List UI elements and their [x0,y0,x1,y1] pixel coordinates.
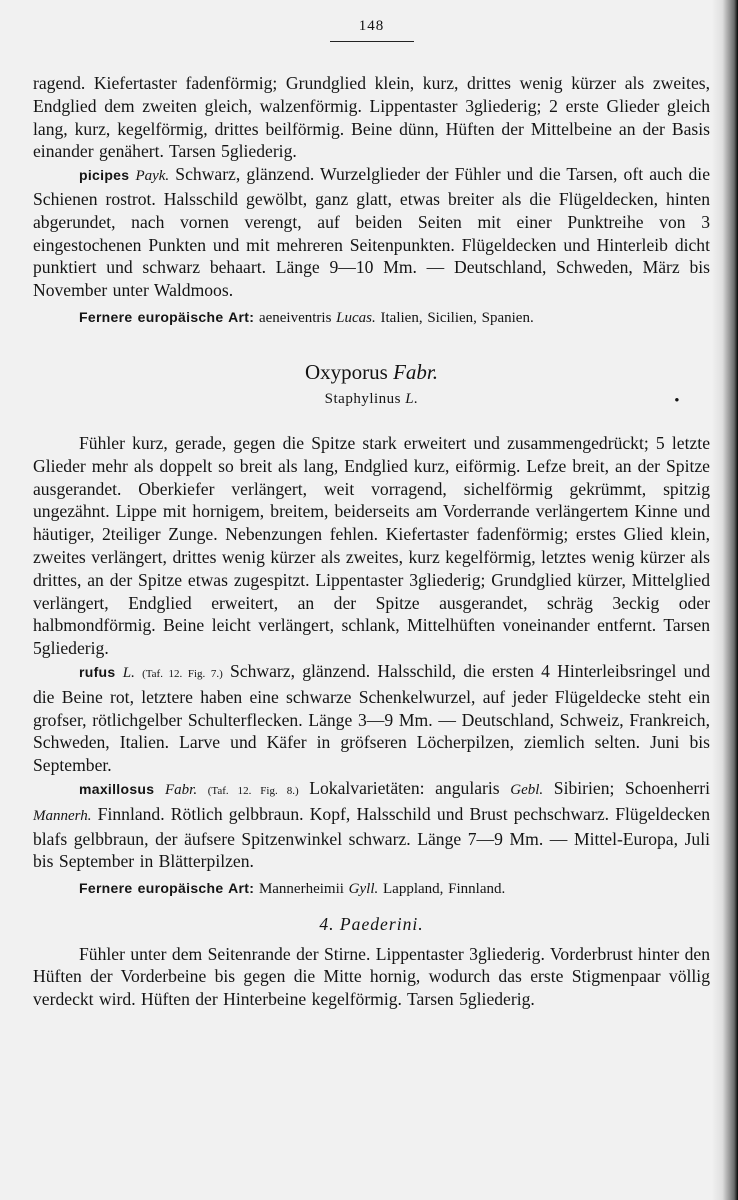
plate-reference: (Taf. 12. Fig. 7.) [142,667,223,680]
species-description-part: Lokalvarietäten: angularis [309,777,500,798]
species-name: maxillosus [79,780,155,797]
page-number-rule [330,41,414,42]
margin-dot: • [674,392,680,409]
genus-description: Fühler kurz, gerade, gegen die Spitze stark erweitert und zusammengedrückt; 5 letzte Glieder mehr als doppelt so breit als lang, Endglied kurz, eiförmig. Lefze breit, an der Spitze ausgerandet. Oberkiefer verlängert, weit vorragend, sichelförmig gekrümmt, spitzig ungezähnt. Lippe mit hornigem, breitem, beiderseits am Vorderrande verlängertem Kinne und häutiger, 2teiliger Zunge. Nebenzungen fehlen. Kiefertaster fadenförmig; erstes Glied klein, zweites verlängert, drittes wenig kürzer als zweites, kurz kegelförmig, letztes wenig kürzer als drittes, an der Spitze etwas zugespitzt. Lippentaster 3gliederig; Grundglied kürzer, Mittelglied verlängert, Endglied erweitert, an der Spitze ausgerandet, schräg 3eckig oder halbmondförmig. Beine leicht verlängert, schlank, Mittelhüften voneinander entfernt. Tarsen 5gliederig. [33,432,710,659]
variety-author: Gebl. [510,781,544,798]
species-entry-picipes [33,163,710,302]
species-description-part: Finnland. Rötlich gelbbraun. Kopf, Halsschild und Brust pechschwarz. Flügeldecken blafs gelbbraun, der äufsere Spitzenwinkel schwarz. Länge 7—9 Mm. — Mittel-Europa, Juli bis September in Blätterpilzen. [33,803,710,872]
further-species-range: Lappland, Finnland. [383,881,506,898]
further-species-name: Mannerheimii [258,881,344,898]
further-species-author: Lucas. [336,309,376,326]
species-description: Schwarz, glänzend. Halsschild, die ersten 4 Hinterleibsringel und die Beine rot, letztere haben eine schwarze Schenkelwurzel, auf jeder Flügeldecke steht ein grofser, rötlichgelber Schulterflecken. Länge 3—9 Mm. — Deutschland, Schweiz, Frankreich, Schweden, Italien. Larve und Käfer in gröfseren Löcherpilzen, ziemlich selten. Juni bis September. [33,660,711,776]
synonym-name: Staphylinus [324,390,401,407]
genus-heading [33,359,710,385]
variety-author: Mannerh. [33,807,92,824]
further-species-label: Fernere europäische Art: [79,308,255,325]
species-description: Schwarz, glänzend. Wurzelglieder der Fühler und die Tarsen, oft auch die Schienen rostrot. Halsschild gewölbt, ganz glatt, etwas breiter als die Flügeldecken, hinten abgerundet, nach vornen verengt, auf beiden Seiten mit einer Punktreihe von 3 eingestochenen Punkten und mit mehreren Seitenpunkten. Flügeldecken und Hinterleib dicht punktiert und schwarz behaart. Länge 9—10 Mm. — Deutschland, Schweden, März bis November unter Waldmoos. [33,164,711,301]
further-species-note [33,306,710,329]
further-species-author: Gyll. [348,881,379,898]
tribe-heading: 4. Paederini. [319,914,424,935]
genus-name: Oxyporus [304,359,388,384]
further-species-name: aeneiventris [258,309,332,326]
synonym-author: L. [405,390,419,407]
genus-synonym [33,391,710,408]
page-edge-shadow [712,0,738,1200]
species-name: rufus [79,663,116,680]
further-species-note [33,877,710,900]
species-author: Fabr. [165,781,198,798]
species-author: L. [122,664,135,681]
page-number: 148 [358,18,385,34]
species-description-part: Sibirien; Schoenherri [553,777,711,798]
species-entry-rufus [33,660,710,777]
genus-author: Fabr. [393,359,439,384]
further-species-label: Fernere europäische Art: [79,880,255,897]
plate-reference: (Taf. 12. Fig. 8.) [207,784,299,797]
tribe-description: Fühler unter dem Seitenrande der Stirne. Lippentaster 3gliederig. Vorderbrust hinter den Hüften der Vorderbeine bis gegen die Mitte hornig, wodurch das erste Stigmenpaar völlig verdeckt wird. Hüften der Hinterbeine kegelförmig. Tarsen 5gliederig. [33,944,710,1009]
species-author: Payk. [135,168,170,185]
paragraph-continuation: ragend. Kiefertaster fadenförmig; Grundglied klein, kurz, drittes wenig kürzer als zweites, Endglied dem zweiten gleich, walzenförmig. Lippentaster 3gliederig; 2 erste Glieder gleich lang, kurz, kegelförmig, drittes beilförmig. Beine dünn, Hüften der Mittelbeine an der Basis einander genähert. Tarsen 5gliederig. [33,73,710,162]
species-entry-maxillosus [33,777,710,873]
tribe-section [33,943,710,1010]
species-name: picipes [79,167,130,184]
further-species-range: Italien, Sicilien, Spanien. [380,309,534,326]
